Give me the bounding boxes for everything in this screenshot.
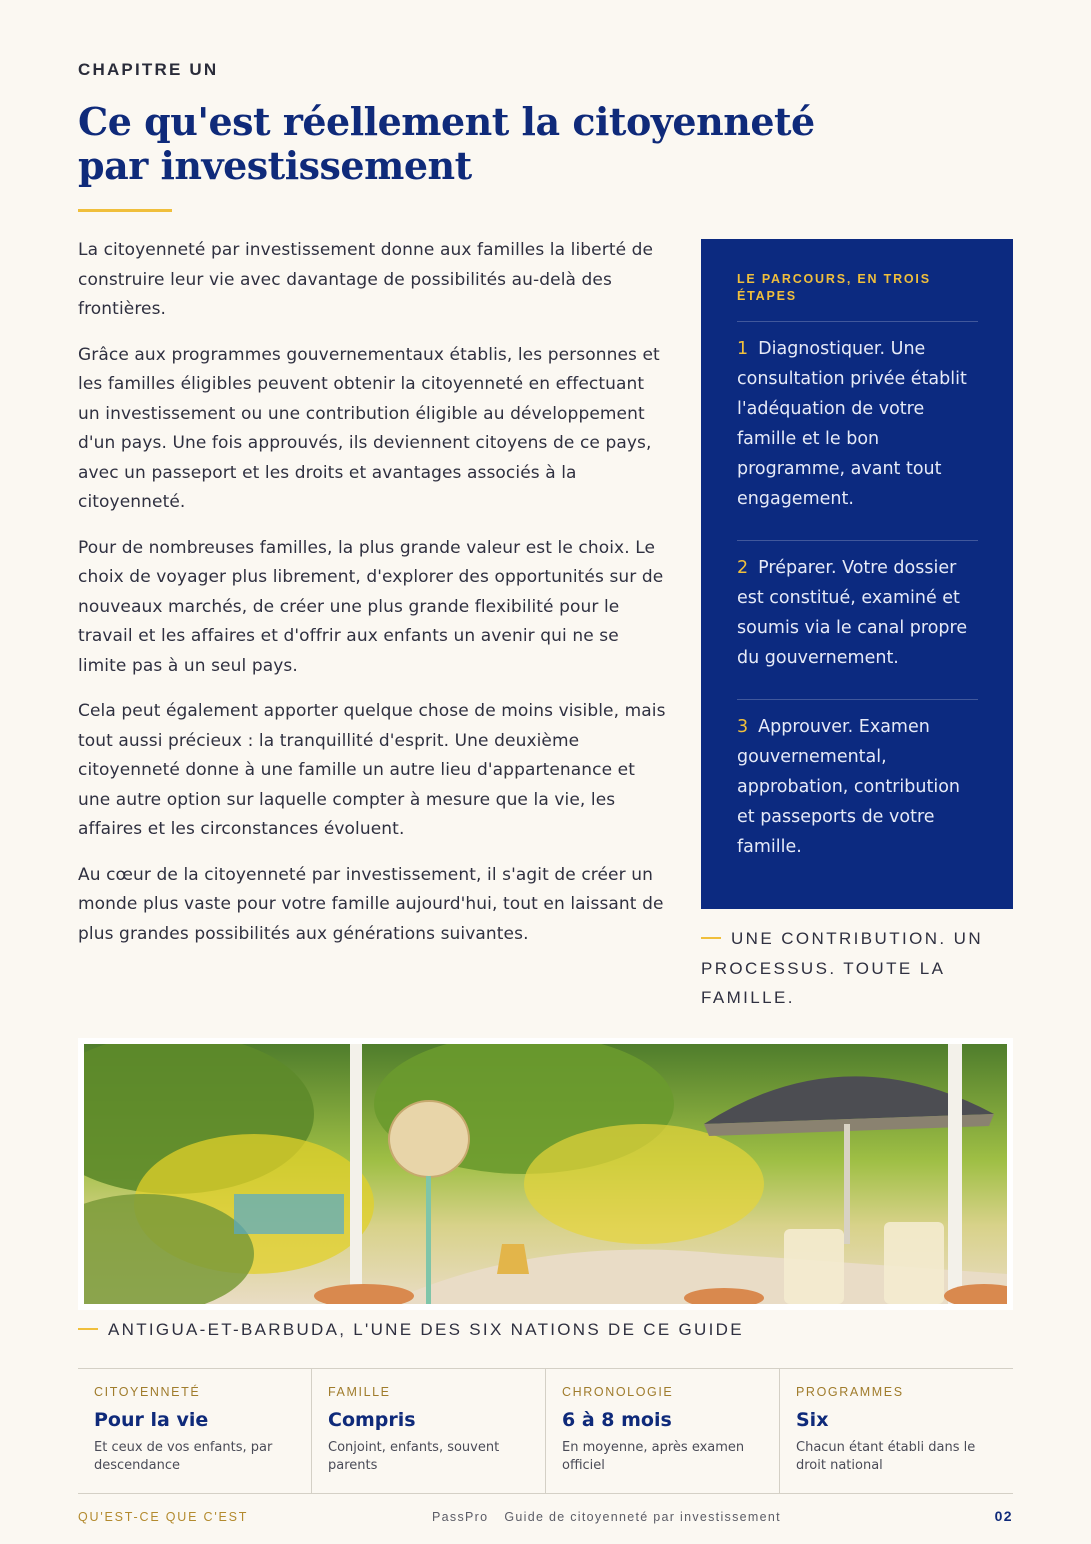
step-text: Préparer. Votre dossier est constitué, examiné et soumis via le canal propre du gouvernement. [737, 558, 968, 668]
title-divider [78, 209, 172, 212]
stat-card [546, 1369, 780, 1493]
steps-callout [701, 239, 1013, 909]
stat-description: Et ceux de vos enfants, par descendance [94, 1440, 273, 1473]
stats-row [78, 1368, 1013, 1494]
resort-photo-illustration [84, 1044, 1007, 1304]
stat-description: Conjoint, enfants, souvent parents [328, 1440, 500, 1473]
stat-card [78, 1369, 312, 1493]
tagline [701, 924, 1011, 1013]
footer-brand: PassPro [432, 1510, 489, 1524]
stat-label: PROGRAMMES [796, 1385, 904, 1399]
paragraph: La citoyenneté par investissement donne aux familles la liberté de construire leur vie avec davantage de possibilités au-delà des frontières. [78, 240, 654, 319]
stat-description: Chacun étant établi dans le droit national [796, 1440, 976, 1473]
stat-value: Six [796, 1409, 829, 1431]
paragraph: Pour de nombreuses familles, la plus grande valeur est le choix. Le choix de voyager plus librement, d'explorer des opportunités sur de nouveaux marchés, de créer une plus grande flexibilité pour le travail et les affaires et d'offrir aux enfants un avenir qui ne se limite pas à un seul pays. [78, 537, 664, 676]
body-text [78, 236, 668, 965]
stat-card [312, 1369, 546, 1493]
step-item [737, 541, 978, 700]
steps-callout-title: LE PARCOURS, EN TROIS ÉTAPES [737, 271, 978, 322]
stat-value: 6 à 8 mois [562, 1409, 672, 1431]
stat-card [780, 1369, 1013, 1493]
step-item [737, 322, 978, 541]
step-number: 2 [737, 558, 749, 578]
paragraph: Au cœur de la citoyenneté par investissement, il s'agit de créer un monde plus vaste pour votre famille aujourd'hui, tout en laissant de plus grandes possibilités aux générations suivantes. [78, 864, 664, 944]
paragraph: Cela peut également apporter quelque chose de moins visible, mais tout aussi précieux : la tranquillité d'esprit. Une deuxième citoyenneté donne à une famille un autre lieu d'appartenance et une autre option sur laquelle compter à mesure que la vie, les affaires et les circonstances évoluent. [78, 701, 666, 839]
page-title: Ce qu'est réellement la citoyenneté par investissement [78, 99, 815, 188]
chapter-eyebrow: CHAPITRE UN [78, 60, 219, 79]
stat-value: Pour la vie [94, 1409, 209, 1431]
photo-frame [78, 1038, 1013, 1310]
footer-section-label: QU'EST-CE QUE C'EST [78, 1510, 249, 1524]
photo-caption [78, 1320, 744, 1340]
page-number: 02 [994, 1508, 1013, 1524]
photo-caption-text: ANTIGUA-ET-BARBUDA, L'UNE DES SIX NATIONS DE CE GUIDE [108, 1320, 744, 1339]
stat-description: En moyenne, après examen officiel [562, 1440, 745, 1473]
step-text: Diagnostiquer. Une consultation privée établit l'adéquation de votre famille et le bon programme, avant tout engagement. [737, 339, 967, 509]
footer-title [432, 1510, 781, 1524]
stat-label: CHRONOLOGIE [562, 1385, 674, 1399]
step-number: 1 [737, 339, 749, 359]
step-text: Approuver. Examen gouvernemental, approbation, contribution et passeports de votre famille. [737, 717, 960, 857]
step-number: 3 [737, 717, 749, 737]
dash-accent [78, 1328, 98, 1330]
footer-guide-name: Guide de citoyenneté par investissement [504, 1510, 781, 1524]
dash-accent [701, 937, 721, 939]
stat-label: CITOYENNETÉ [94, 1385, 201, 1399]
resort-photo [84, 1044, 1007, 1304]
stat-label: FAMILLE [328, 1385, 391, 1399]
stat-value: Compris [328, 1409, 416, 1431]
step-item [737, 700, 978, 888]
tagline-text: UNE CONTRIBUTION. UN PROCESSUS. TOUTE LA FAMILLE. [701, 929, 983, 1007]
paragraph: Grâce aux programmes gouvernementaux établis, les personnes et les familles éligibles peuvent obtenir la citoyenneté en effectuant un investissement ou une contribution éligible au développement d'un pays. Une fois approuvés, ils deviennent citoyens de ce pays, avec un passeport et les droits et avantages associés à la citoyenneté. [78, 344, 660, 512]
